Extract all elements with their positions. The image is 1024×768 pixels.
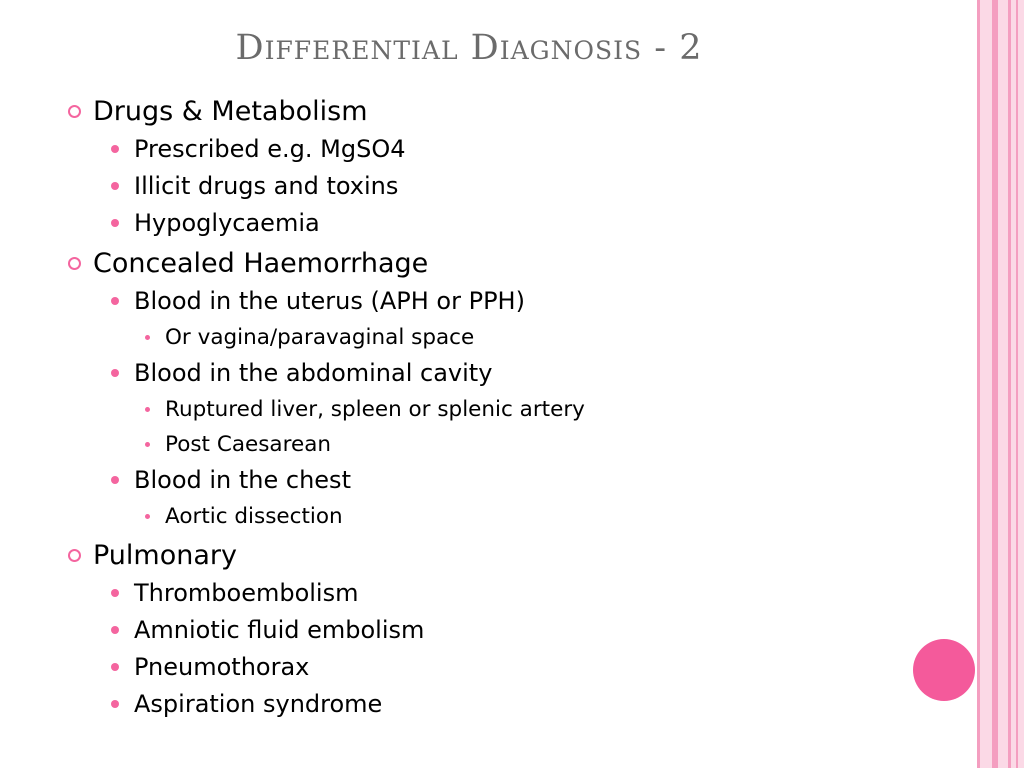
decorative-circle (913, 639, 975, 701)
dot-bullet-icon (111, 369, 119, 377)
list-item (60, 205, 910, 242)
dot-bullet-icon (111, 476, 119, 484)
dot-bullet-icon (111, 700, 119, 708)
dot-bullet-icon (111, 626, 119, 634)
sub-list-item-text: Aortic dissection (165, 504, 343, 529)
list-item-text: Aspiration syndrome (134, 690, 383, 718)
list-item-text: Thromboembolism (134, 579, 359, 607)
sub-list-item-text: Post Caesarean (165, 432, 332, 457)
sub-list-item (60, 320, 910, 355)
sub-list-item-text: Ruptured liver, spleen or splenic artery (165, 397, 585, 422)
decorative-stripe (1016, 0, 1018, 768)
decorative-stripe (992, 0, 998, 768)
small-dot-bullet-icon (145, 335, 150, 340)
slide-title: Differential Diagnosis - 2 (235, 28, 703, 68)
dot-bullet-icon (111, 182, 119, 190)
sub-list-item (60, 392, 910, 427)
bullet-list (60, 90, 910, 723)
small-dot-bullet-icon (145, 514, 150, 519)
section-heading-text: Drugs & Metabolism (93, 96, 368, 127)
dot-bullet-icon (111, 145, 119, 153)
section-heading (60, 92, 910, 131)
list-item (60, 686, 910, 723)
section-heading (60, 244, 910, 283)
list-item-text: Hypoglycaemia (134, 209, 320, 237)
decorative-stripe (1008, 0, 1011, 768)
section-heading-text: Concealed Haemorrhage (93, 248, 429, 279)
list-item (60, 612, 910, 649)
list-item (60, 168, 910, 205)
hollow-circle-bullet-icon (68, 105, 81, 118)
sub-list-item (60, 499, 910, 534)
list-item (60, 131, 910, 168)
list-item-text: Illicit drugs and toxins (134, 172, 399, 200)
list-item-text: Blood in the chest (134, 466, 351, 494)
decorative-stripe (977, 0, 980, 768)
list-item-text: Pneumothorax (134, 653, 310, 681)
section-heading-text: Pulmonary (93, 540, 237, 571)
list-item (60, 649, 910, 686)
small-dot-bullet-icon (145, 407, 150, 412)
sub-list-item-text: Or vagina/paravaginal space (165, 325, 475, 350)
list-item (60, 462, 910, 499)
dot-bullet-icon (111, 297, 119, 305)
list-item-text: Amniotic fluid embolism (134, 616, 425, 644)
dot-bullet-icon (111, 219, 119, 227)
hollow-circle-bullet-icon (68, 257, 81, 270)
list-item-text: Blood in the abdominal cavity (134, 359, 493, 387)
small-dot-bullet-icon (145, 442, 150, 447)
list-item (60, 575, 910, 612)
list-item (60, 355, 910, 392)
dot-bullet-icon (111, 589, 119, 597)
section-heading (60, 536, 910, 575)
dot-bullet-icon (111, 663, 119, 671)
sub-list-item (60, 427, 910, 462)
hollow-circle-bullet-icon (68, 549, 81, 562)
list-item-text: Blood in the uterus (APH or PPH) (134, 287, 525, 315)
list-item (60, 283, 910, 320)
list-item-text: Prescribed e.g. MgSO4 (134, 135, 406, 163)
